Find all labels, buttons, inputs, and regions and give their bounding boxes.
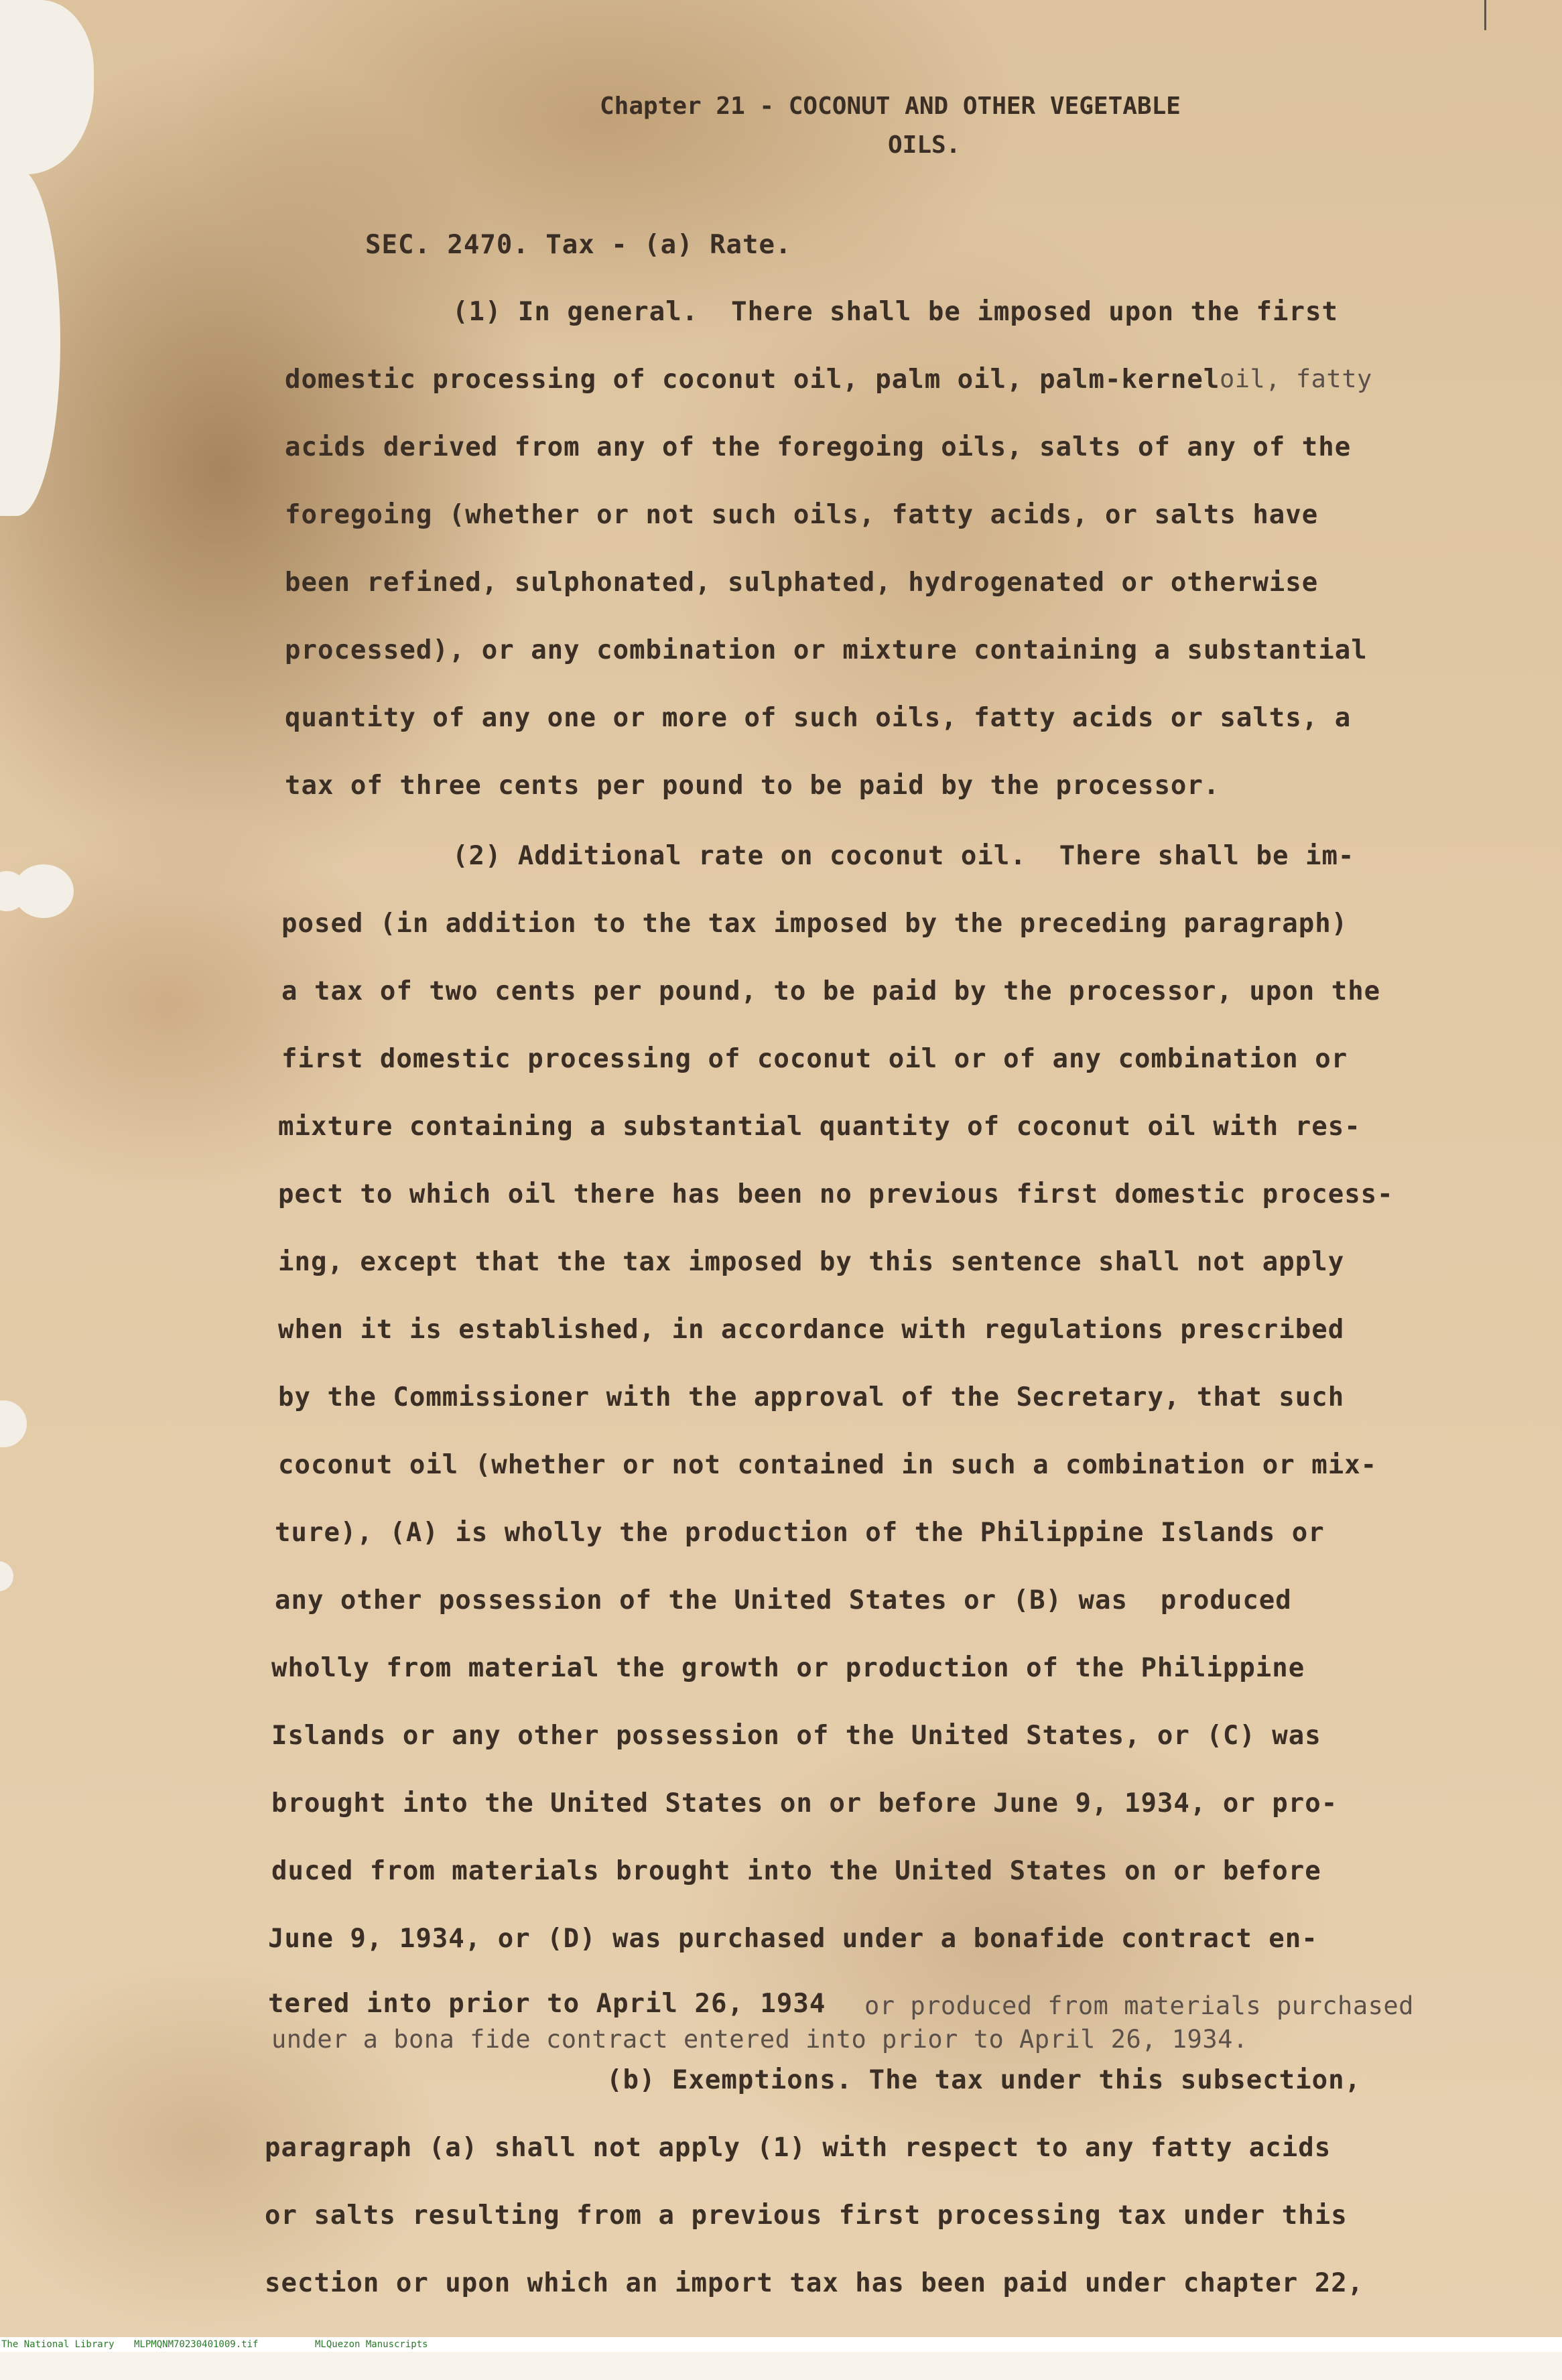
text-line-6: processed), or any combination or mixture containing a substantial xyxy=(285,635,1368,665)
text-line-18: coconut oil (whether or not contained in such a combination or mix- xyxy=(278,1450,1378,1480)
text-line-23: brought into the United States on or before June 9, 1934, or pro- xyxy=(271,1788,1338,1819)
text-line-27: (b) Exemptions. The tax under this subsection, xyxy=(606,2065,1362,2095)
footer-collection: MLQuezon Manuscripts xyxy=(315,2339,428,2350)
section-title: SEC. 2470. Tax - (a) Rate. xyxy=(365,230,792,260)
footer-filename: MLPMQNM70230401009.tif xyxy=(134,2339,259,2350)
torn-edge-hole-3 xyxy=(0,1400,27,1447)
torn-edge-top xyxy=(0,0,94,174)
torn-edge-hole-4 xyxy=(0,1561,13,1591)
text-line-5: been refined, sulphonated, sulphated, hydrogenated or otherwise xyxy=(285,568,1319,598)
text-line-10: posed (in addition to the tax imposed by the preceding paragraph) xyxy=(281,909,1348,939)
text-line-14: pect to which oil there has been no previous first domestic process- xyxy=(278,1179,1394,1209)
text-line-15: ing, except that the tax imposed by this sentence shall not apply xyxy=(278,1247,1345,1277)
text-line-1: (1) In general. There shall be imposed upon the first xyxy=(452,297,1338,327)
text-line-17: by the Commissioner with the approval of the Secretary, that such xyxy=(278,1382,1345,1412)
text-line-20: any other possession of the United States or (B) was produced xyxy=(275,1585,1292,1615)
typed-insert-extra-line: under a bona fide contract entered into prior to April 26, 1934. xyxy=(271,2025,1248,2054)
text-line-28: paragraph (a) shall not apply (1) with respect to any fatty acids xyxy=(265,2133,1331,2163)
scan-footer xyxy=(0,2337,1562,2352)
text-line-30: section or upon which an import tax has been paid under chapter 22, xyxy=(265,2268,1364,2298)
text-line-26: tered into prior to April 26, 1934 xyxy=(268,1989,826,2019)
typed-insert-after-tered: or produced from materials purchased xyxy=(864,1991,1414,2020)
text-line-3: acids derived from any of the foregoing oils, salts of any of the xyxy=(285,432,1352,462)
text-line-12: first domestic processing of coconut oil or of any combination or xyxy=(281,1044,1348,1074)
text-line-2: domestic processing of coconut oil, palm oil, palm-kernel xyxy=(285,365,1220,395)
typed-insert-line-2: oil, fatty xyxy=(1220,365,1372,393)
scan-edge-mark xyxy=(1484,0,1486,30)
text-line-29: or salts resulting from a previous first processing tax under this xyxy=(265,2200,1348,2231)
text-line-25: June 9, 1934, or (D) was purchased under a bonafide contract en- xyxy=(268,1924,1318,1954)
footer-library: The National Library xyxy=(1,2339,115,2350)
text-line-13: mixture containing a substantial quantity of coconut oil with res- xyxy=(278,1112,1361,1142)
text-line-24: duced from materials brought into the United States on or before xyxy=(271,1856,1321,1886)
chapter-heading-line2: OILS. xyxy=(888,131,961,159)
torn-edge-mid xyxy=(0,168,60,516)
text-line-16: when it is established, in accordance with regulations prescribed xyxy=(278,1315,1345,1345)
text-line-19: ture), (A) is wholly the production of the Philippine Islands or xyxy=(275,1518,1325,1548)
text-line-8: tax of three cents per pound to be paid by the processor. xyxy=(285,771,1220,801)
text-line-21: wholly from material the growth or production of the Philippine xyxy=(271,1653,1305,1683)
text-line-9: (2) Additional rate on coconut oil. There shall be im- xyxy=(452,841,1355,871)
text-line-11: a tax of two cents per pound, to be paid by the processor, upon the xyxy=(281,976,1381,1006)
text-line-7: quantity of any one or more of such oils, fatty acids or salts, a xyxy=(285,703,1352,733)
text-line-22: Islands or any other possession of the United States, or (C) was xyxy=(271,1721,1321,1751)
chapter-heading-line1: Chapter 21 - COCONUT AND OTHER VEGETABLE xyxy=(600,92,1181,120)
text-line-4: foregoing (whether or not such oils, fatty acids, or salts have xyxy=(285,500,1319,530)
